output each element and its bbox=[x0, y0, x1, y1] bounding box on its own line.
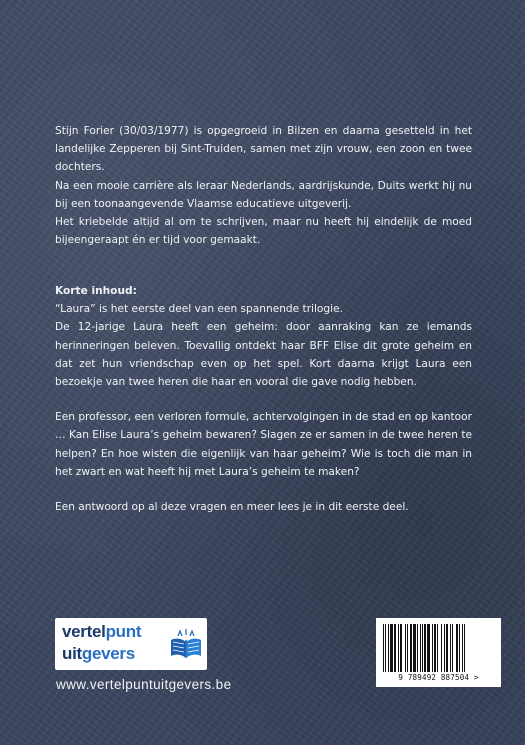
barcode-bar bbox=[413, 624, 416, 672]
publisher-logo bbox=[55, 618, 207, 670]
barcode-bar bbox=[432, 624, 433, 672]
barcode-bar bbox=[390, 624, 393, 672]
barcode-bar bbox=[437, 624, 438, 672]
barcode-bars bbox=[382, 624, 495, 672]
barcode-bar bbox=[422, 624, 423, 672]
barcode-bar bbox=[434, 624, 436, 672]
barcode-bar bbox=[444, 624, 445, 672]
barcode-bar bbox=[407, 624, 408, 672]
barcode-bar bbox=[417, 624, 418, 672]
barcode-bar bbox=[427, 624, 430, 672]
logo-text-uit: uit bbox=[62, 644, 82, 663]
barcode-bar bbox=[446, 624, 448, 672]
barcode-bar bbox=[410, 624, 412, 672]
summary-closing: Een antwoord op al deze vragen en meer lees je in dit eerste deel. bbox=[55, 501, 409, 514]
isbn-barcode bbox=[376, 618, 501, 687]
barcode-bar bbox=[462, 624, 463, 672]
author-bio bbox=[55, 122, 472, 249]
barcode-bar bbox=[424, 624, 426, 672]
open-book-icon bbox=[169, 628, 203, 660]
barcode-bar bbox=[420, 624, 421, 672]
barcode-bar bbox=[388, 624, 389, 672]
barcode-digits: 9 789492 887504 > bbox=[398, 673, 479, 682]
barcode-bar bbox=[452, 624, 453, 672]
barcode-bar bbox=[385, 624, 386, 672]
barcode-bar bbox=[405, 624, 406, 672]
barcode-bar bbox=[456, 624, 458, 672]
barcode-bar bbox=[441, 624, 442, 672]
barcode-bar bbox=[450, 624, 451, 672]
summary-heading: Korte inhoud: bbox=[55, 285, 137, 297]
barcode-bar bbox=[394, 624, 396, 672]
logo-text-punt: punt bbox=[105, 622, 142, 641]
bio-paragraph-2: Na een mooie carrière als leraar Nederlands, aardrijskunde, Duits werkt hij nu bij een toonaangevende Vlaamse educatieve uitgeverij. bbox=[55, 179, 472, 210]
logo-text-gevers: gevers bbox=[81, 644, 135, 663]
barcode-bar bbox=[400, 624, 402, 672]
barcode-bar bbox=[464, 624, 465, 672]
bio-paragraph-3: Het kriebelde altijd al om te schrijven, maar nu heeft hij eindelijk de moed bijeengeraapt én er tijd voor gemaakt. bbox=[55, 216, 472, 247]
summary-intro-1: “Laura” is het eerste deel van een spannende trilogie. bbox=[55, 303, 343, 316]
barcode-bar bbox=[459, 624, 460, 672]
logo-text-vertel: vertel bbox=[62, 622, 106, 641]
barcode-bar bbox=[383, 624, 384, 672]
publisher-website: www.vertelpuntuitgevers.be bbox=[56, 677, 232, 692]
book-summary bbox=[55, 282, 472, 516]
barcode-bar bbox=[398, 624, 399, 672]
bio-paragraph-1: Stijn Forier (30/03/1977) is opgegroeid in Bilzen en daarna gesetteld in het landelijke Zepperen bij Sint-Truiden, samen met zijn vrouw, een zoon en twee dochters. bbox=[55, 125, 472, 174]
summary-questions: Een professor, een verloren formule, achtervolgingen in de stad en op kantoor … Kan Elise Laura’s geheim bewaren? Slagen ze er samen in de twee heren te helpen? En hoe wisten die eigenlijk van haar geheim? Wie is toch die man in het zwart en wat heeft hij met Laura’s geheim te maken? bbox=[55, 411, 472, 478]
summary-intro-2: De 12-jarige Laura heeft een geheim: door aanraking kan ze iemands herinneringen beleven. Toevallig ontdekt haar BFF Elise dit grote geheim en dat zet hun vriendschap even op het spel. Kort daarna krijgt Laura een bezoekje van twee heren die haar en vooral die gave nodig hebben. bbox=[55, 321, 472, 389]
